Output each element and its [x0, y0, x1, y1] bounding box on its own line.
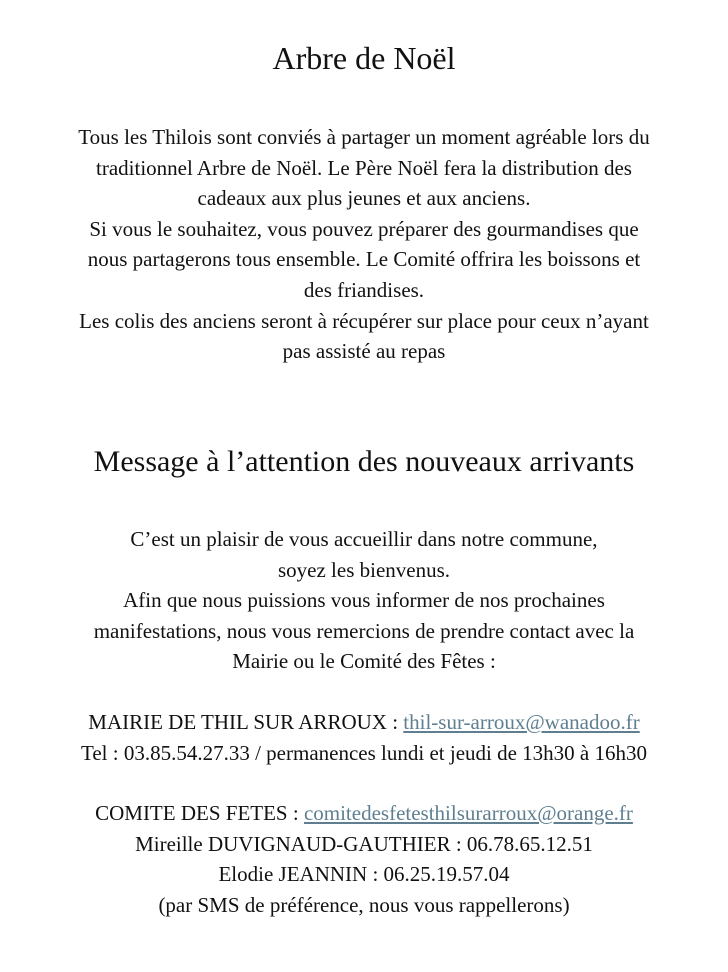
comite-email-link[interactable]: comitedesfetesthilsurarroux@orange.fr [303, 801, 633, 825]
mairie-line [0, 707, 728, 738]
comite-note: (par SMS de préférence, nous vous rappellerons) [158, 892, 570, 917]
noel-line: Tous les Thilois sont conviés à partager un moment agréable lors du [78, 125, 650, 149]
arrivants-line: manifestations, nous vous remercions de prendre contact avec la [93, 618, 635, 643]
arrivants-line: soyez les bienvenus. [277, 557, 451, 582]
comite-label: COMITE DES FETES : [95, 801, 304, 825]
mairie-block [0, 707, 728, 768]
comite-contact-1: Mireille DUVIGNAUD-GAUTHIER : 06.78.65.12.51 [135, 831, 593, 856]
arrivants-line: C’est un plaisir de vous accueillir dans notre commune, [130, 527, 598, 551]
mairie-label: MAIRIE DE THIL SUR ARROUX : [88, 710, 404, 734]
comite-contact-2: Elodie JEANNIN : 06.25.19.57.04 [218, 862, 510, 887]
noel-line: nous partagerons tous ensemble. Le Comité offrira les boissons et [87, 247, 641, 272]
arrivants-line: Mairie ou le Comité des Fêtes : [232, 649, 496, 674]
noel-line: Si vous le souhaitez, vous pouvez préparer des gourmandises que [89, 216, 639, 241]
noel-paragraph [0, 122, 728, 367]
arrivants-line: Afin que nous puissions vous informer de nos prochaines [123, 588, 605, 613]
noel-line: des friandises. [303, 277, 425, 302]
mairie-tel: Tel : 03.85.54.27.33 / permanences lundi et jeudi de 13h30 à 16h30 [81, 740, 647, 765]
noel-line: Les colis des anciens seront à récupérer sur place pour ceux n’ayant [79, 308, 649, 333]
comite-line [0, 798, 728, 829]
noel-title: Arbre de Noël [272, 40, 456, 76]
comite-block [0, 798, 728, 920]
mairie-email-link[interactable]: thil-sur-arroux@wanadoo.fr [403, 710, 640, 734]
noel-line: pas assisté au repas [282, 339, 446, 364]
arrivants-paragraph [0, 524, 728, 677]
noel-line: traditionnel Arbre de Noël. Le Père Noël fera la distribution des [96, 155, 632, 180]
arrivants-title: Message à l’attention des nouveaux arrivants [93, 445, 635, 478]
noel-line: cadeaux aux plus jeunes et aux anciens. [197, 186, 531, 211]
